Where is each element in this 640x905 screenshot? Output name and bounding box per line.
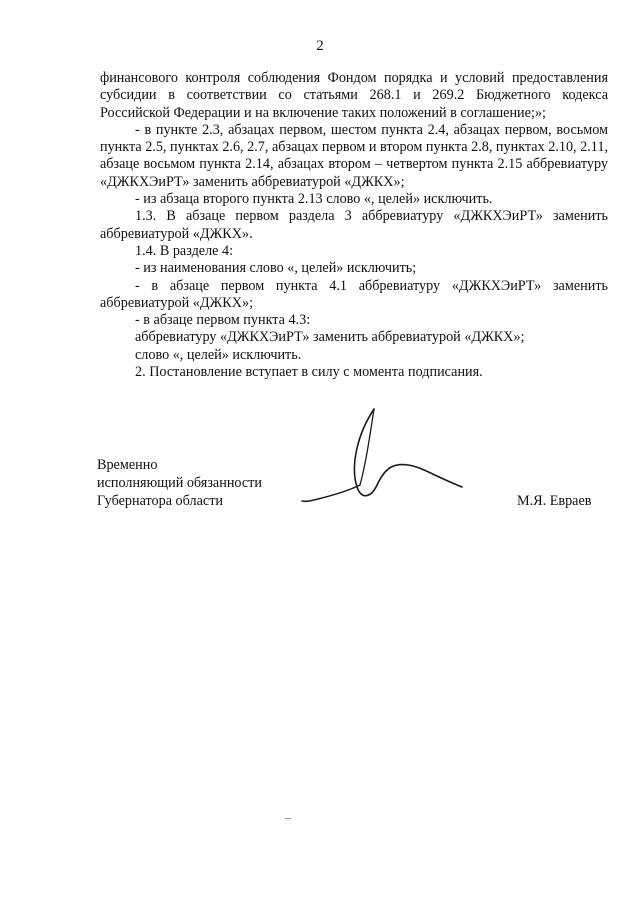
paragraph-2-effective: 2. Постановление вступает в силу с момента подписания. (135, 364, 483, 381)
paragraph-1-3: 1.3. В абзаце первом раздела 3 аббревиатуру «ДЖКХЭиРТ» заменить аббревиатурой «ДЖКХ». (100, 208, 608, 242)
paragraph-4-3: - в абзаце первом пункта 4.3: (135, 312, 311, 329)
paragraph-4-1: - в абзаце первом пункта 4.1 аббревиатуру «ДЖКХЭиРТ» заменить аббревиатурой «ДЖКХ»; (100, 277, 608, 311)
signatory-name: М.Я. Евраев (517, 493, 592, 509)
scan-artifact (285, 818, 291, 819)
paragraph-exclude-goals-2-13: - из абзаца второго пункта 2.13 слово «, целей» исключить. (135, 191, 493, 208)
document-body (100, 70, 608, 381)
paragraph-continuation: финансового контроля соблюдения Фондом порядка и условий предоставления субсидии в соответствии со статьями 268.1 и 269.2 Бюджетного кодекса Российской Федерации и на включение таких положений в соглашение;»; (100, 70, 608, 121)
paragraph-4-3-abbreviation: аббревиатуру «ДЖКХЭиРТ» заменить аббревиатурой «ДЖКХ»; (135, 329, 525, 346)
signatory-title (97, 457, 262, 510)
page-number: 2 (316, 38, 324, 54)
paragraph-4-3-exclude: слово «, целей» исключить. (135, 346, 302, 363)
paragraph-1-4-title: - из наименования слово «, целей» исключить; (135, 260, 417, 277)
signatory-title-line: Временно (97, 457, 158, 473)
signatory-title-line: исполняющий обязанности (97, 474, 262, 491)
handwritten-signature (300, 405, 475, 515)
paragraph-1-4: 1.4. В разделе 4: (135, 242, 234, 259)
paragraph-abbreviation-replacement: - в пункте 2.3, абзацах первом, шестом пункта 2.4, абзацах первом, восьмом пункта 2.5, пунктах 2.6, 2.7, абзацах первом и втором пункта 2.8, пунктах 2.10, 2.11, абзаце восьмом пункта 2.14, абзацах втором – четвертом пункта 2.15 аббревиатуру «ДЖКХЭиРТ» заменить аббревиатурой «ДЖКХ»; (100, 121, 608, 190)
signatory-title-line: Губернатора области (97, 492, 223, 509)
